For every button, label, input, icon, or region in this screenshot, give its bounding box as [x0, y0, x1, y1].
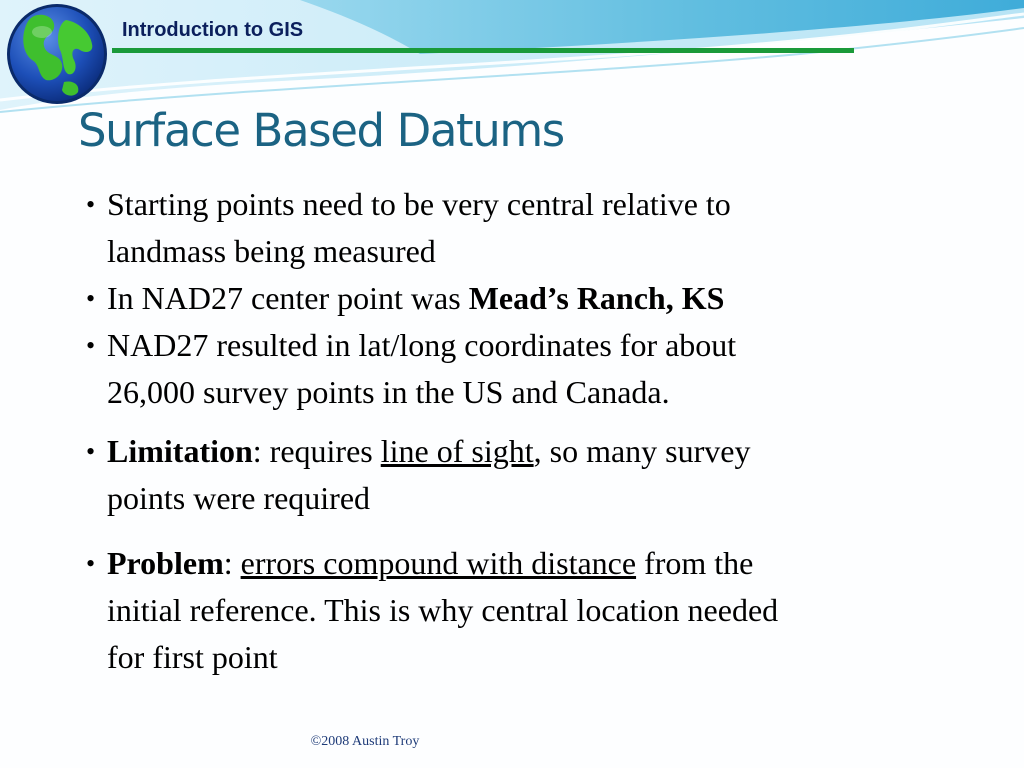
bullet-list	[86, 181, 966, 681]
globe-icon	[4, 2, 110, 106]
bullet-item	[86, 428, 966, 522]
bullet-text: : requires	[252, 433, 381, 469]
bullet-item	[86, 322, 966, 416]
bullet-text: for first point	[107, 639, 278, 675]
bullet-text: Starting points need to be very central relative to	[107, 186, 731, 222]
course-title: Introduction to GIS	[122, 19, 304, 41]
slide-title: Surface Based Datums	[78, 104, 564, 157]
bullet-marker: •	[86, 190, 96, 219]
footer-copyright: ©2008 Austin Troy	[310, 734, 420, 749]
bullet-marker: •	[86, 549, 96, 578]
bullet-marker: •	[86, 284, 96, 313]
bullet-item	[86, 540, 966, 681]
bullet-marker: •	[86, 331, 96, 360]
bullet-text: initial reference. This is why central location needed	[107, 592, 779, 628]
bullet-text: , so many survey	[533, 433, 751, 469]
bullet-underlined-text: errors compound with distance	[240, 545, 637, 581]
bullet-text: points were required	[107, 480, 371, 516]
bullet-label: Limitation	[107, 433, 253, 469]
bullet-item	[86, 181, 966, 275]
bullet-underlined-text: line of sight	[380, 433, 534, 469]
bullet-text: from the	[636, 545, 754, 581]
bullet-text: 26,000 survey points in the US and Canada.	[107, 374, 670, 410]
bullet-bold-text: Mead’s Ranch, KS	[468, 280, 725, 316]
bullet-item	[86, 275, 966, 322]
bullet-text: :	[223, 545, 241, 581]
bullet-text: NAD27 resulted in lat/long coordinates for about	[107, 327, 737, 363]
bullet-marker: •	[86, 437, 96, 466]
bullet-label: Problem	[107, 545, 224, 581]
bullet-text: landmass being measured	[107, 233, 436, 269]
bullet-text: In NAD27 center point was	[107, 280, 469, 316]
title-underline-rule	[112, 48, 854, 53]
